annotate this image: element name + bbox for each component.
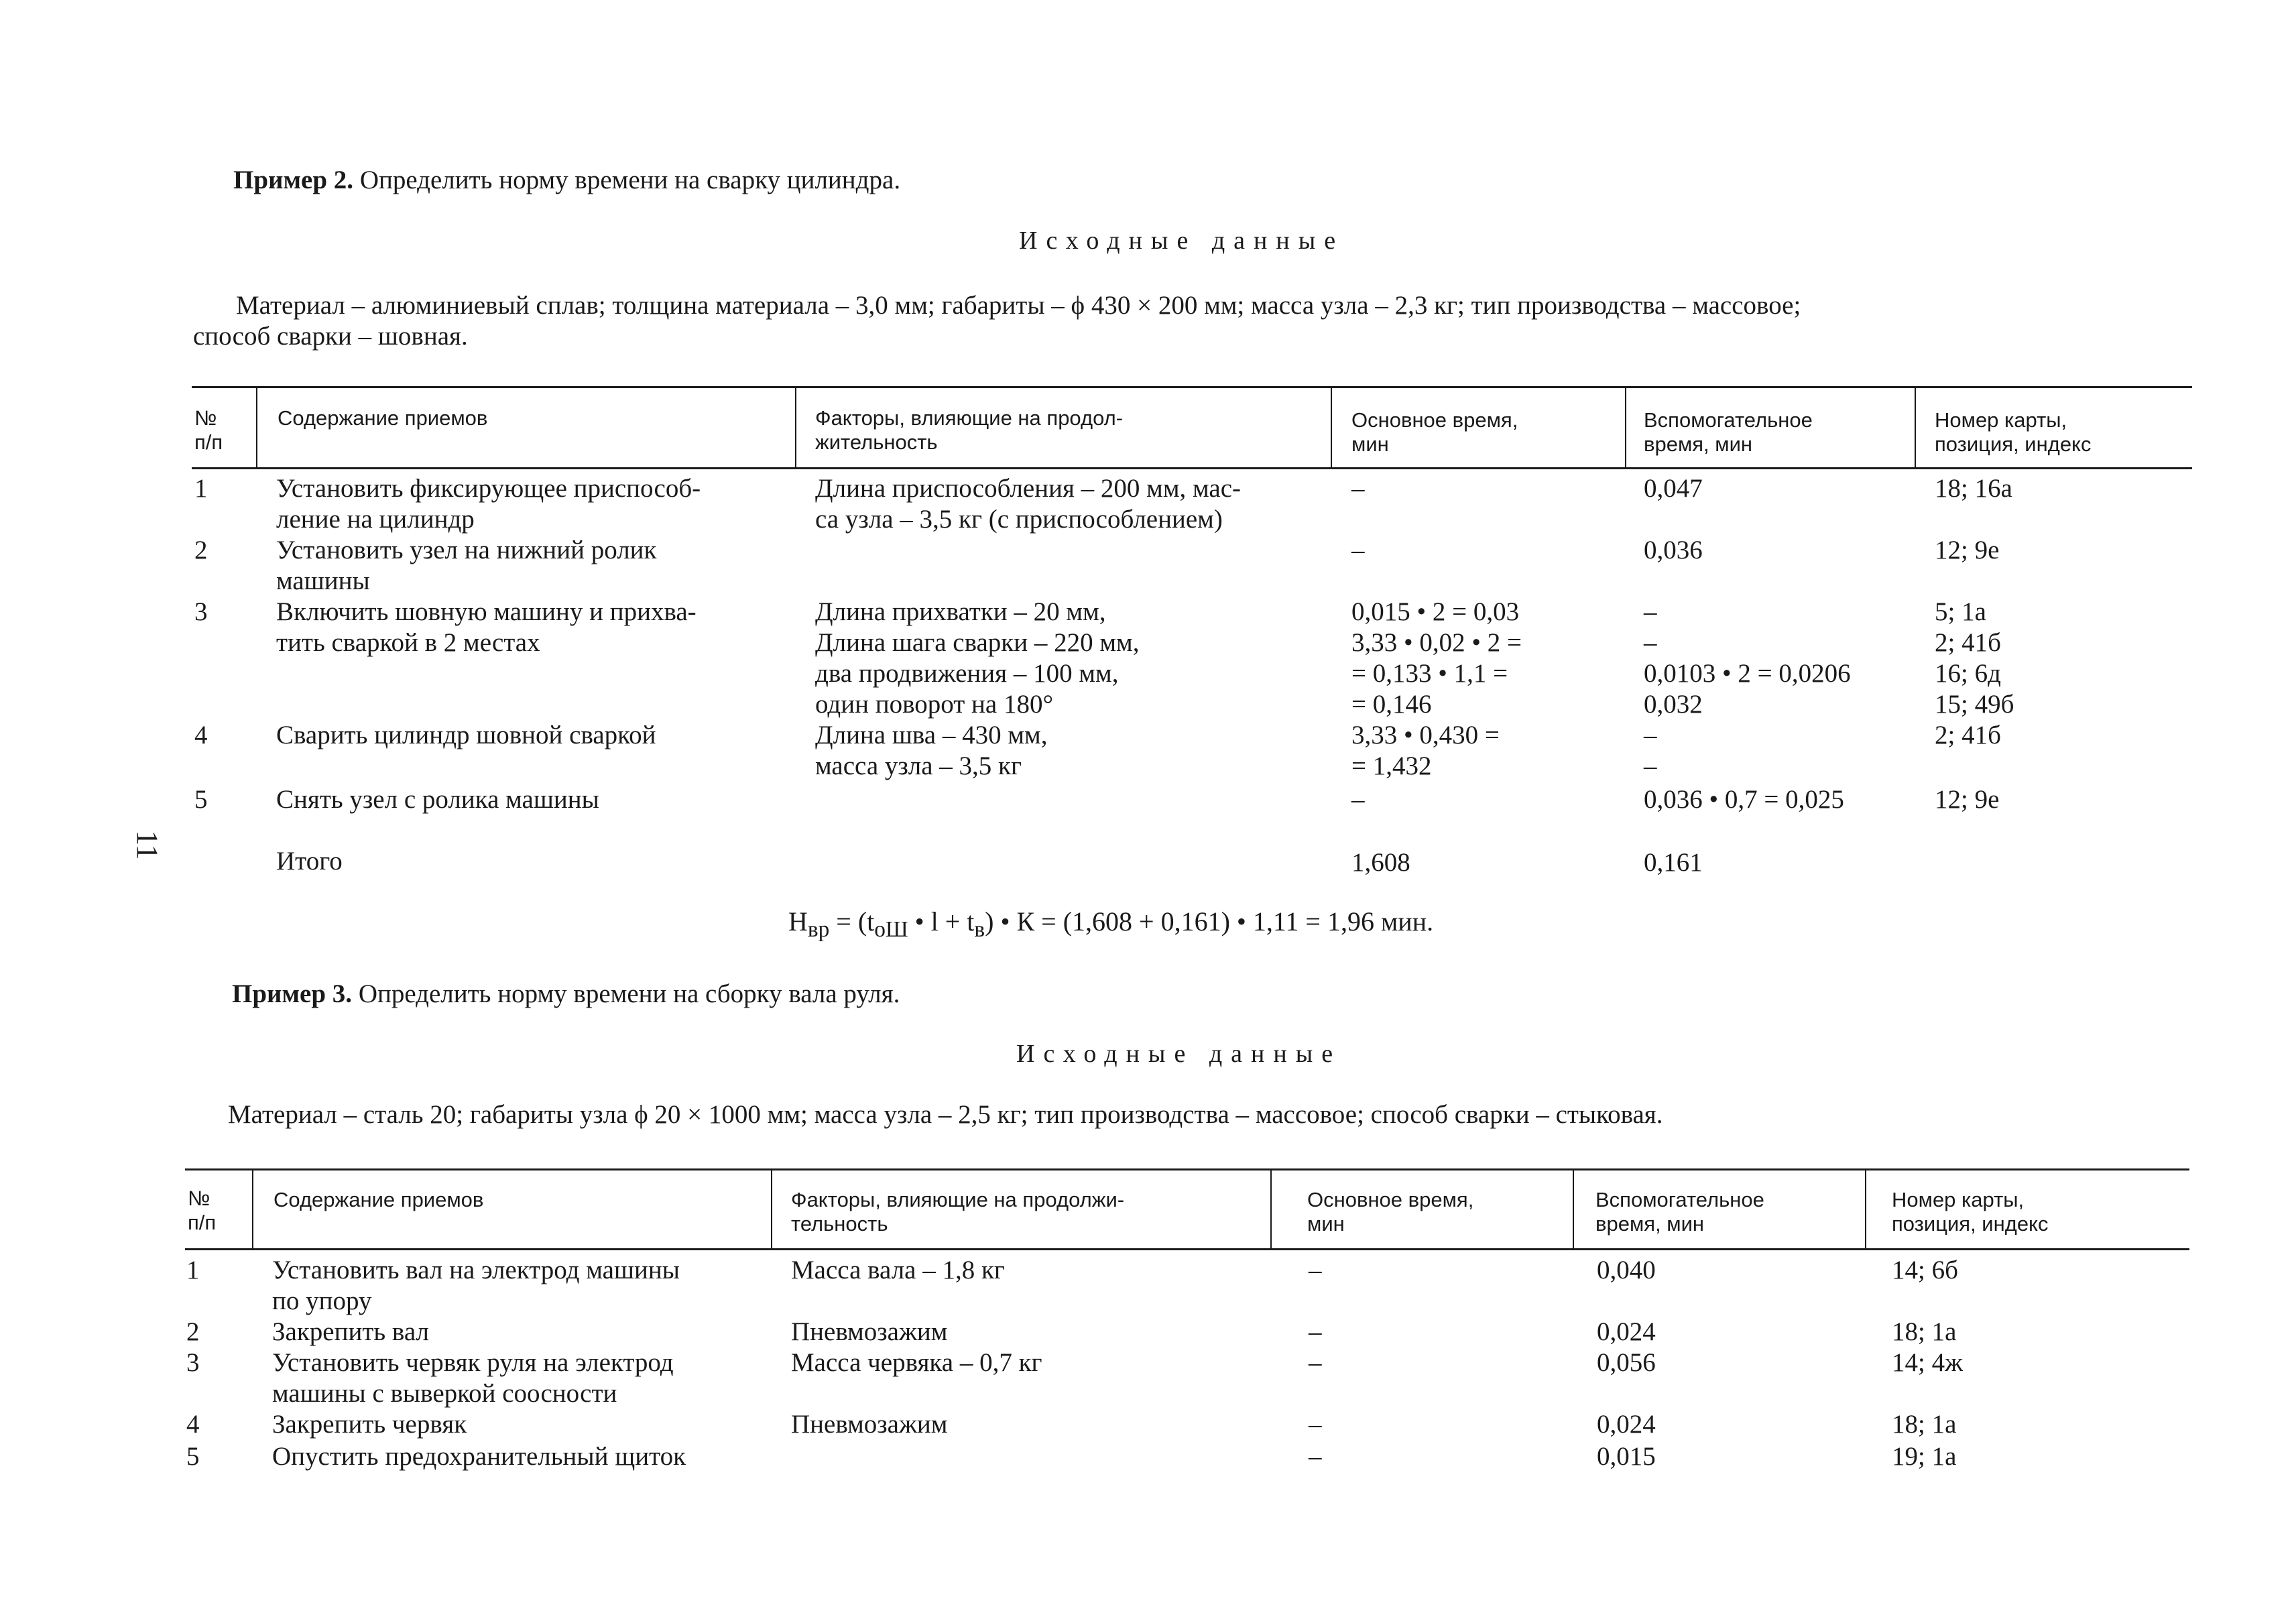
row-main: – — [1351, 785, 1365, 814]
row-main: – — [1309, 1442, 1322, 1471]
row-aux: 0,040 — [1597, 1256, 1656, 1284]
header-num-line1: № — [194, 406, 217, 430]
page-number: 11 — [130, 830, 165, 860]
row-factors-line: Длина шага сварки – 220 мм, — [815, 628, 1140, 657]
example3-header-content: Содержание приемов — [274, 1188, 484, 1211]
header-factors-line2: тельность — [791, 1212, 888, 1236]
example2-table-header-rule — [192, 467, 2192, 469]
formula-part: ) • К = (1,608 + 0,161) • 1,11 = 1,96 мин. — [985, 906, 1434, 937]
row-aux-line: 0,0103 • 2 = 0,0206 — [1644, 659, 1851, 688]
header-main-line2: мин — [1307, 1212, 1345, 1236]
row-card-line: 5; 1а — [1935, 597, 1986, 626]
row-aux: 0,024 — [1597, 1410, 1656, 1439]
row-main-line: 0,015 • 2 = 0,03 — [1351, 597, 1520, 626]
formula-part: в — [974, 917, 985, 942]
row-num: 4 — [186, 1410, 200, 1439]
total-main: 1,608 — [1351, 848, 1410, 877]
example2-header-factors — [815, 406, 1123, 455]
formula-part: вр — [807, 917, 830, 942]
row-factors-line: Длина приспособления – 200 мм, мас- — [815, 474, 1242, 503]
row-factors-line: два продвижения – 100 мм, — [815, 659, 1119, 688]
row-card-line: 2; 41б — [1935, 628, 2001, 657]
row-content-line: ление на цилиндр — [276, 505, 475, 534]
formula-part: = (t — [829, 906, 875, 937]
row-main-line: 3,33 • 0,430 = — [1351, 721, 1500, 749]
row-card — [1935, 597, 2014, 720]
row-aux-line: – — [1644, 721, 1657, 749]
row-content-line: машины с выверкой соосности — [272, 1379, 617, 1408]
total-label: Итого — [276, 847, 343, 876]
row-content-line: Установить узел на нижний ролик — [276, 536, 657, 564]
example2-title-text: Определить норму времени на сварку цилиндра. — [359, 166, 901, 194]
row-num: 5 — [186, 1442, 200, 1471]
total-aux: 0,161 — [1644, 848, 1703, 877]
row-factors: Пневмозажим — [791, 1317, 948, 1346]
row-aux-line: 0,032 — [1644, 690, 1703, 719]
example3-title-label: Пример 3. — [232, 979, 353, 1008]
row-card: 14; 6б — [1892, 1256, 1958, 1284]
row-main: – — [1309, 1256, 1322, 1284]
example2-col-divider — [1625, 387, 1626, 468]
row-main: – — [1351, 536, 1365, 564]
row-aux: 0,047 — [1644, 474, 1703, 503]
row-factors — [815, 597, 1139, 720]
row-content: Закрепить червяк — [272, 1410, 467, 1439]
row-aux: 0,056 — [1597, 1348, 1656, 1377]
row-content — [276, 535, 656, 597]
row-content-line: Включить шовную машину и прихва- — [276, 597, 697, 626]
row-aux: 0,015 — [1597, 1442, 1656, 1471]
row-num: 5 — [194, 785, 208, 814]
row-card: 12; 9е — [1935, 536, 2000, 564]
example2-header-num — [194, 406, 223, 455]
row-num: 1 — [194, 474, 208, 503]
example2-header-main-time — [1351, 408, 1518, 457]
header-aux-line1: Вспомогательное — [1644, 408, 1813, 432]
example2-title-label: Пример 2. — [233, 166, 354, 194]
row-main-line: 3,33 • 0,02 • 2 = — [1351, 628, 1522, 657]
header-num-line2: п/п — [194, 430, 223, 454]
row-card-line: 16; 6д — [1935, 659, 2001, 688]
row-content — [276, 473, 701, 535]
row-aux: 0,036 — [1644, 536, 1703, 564]
example2-col-divider — [1331, 387, 1332, 468]
header-aux-line2: время, мин — [1644, 432, 1753, 456]
example2-header-aux-time — [1644, 408, 1813, 457]
example3-source-heading: Исходные данные — [1016, 1040, 1342, 1068]
row-num: 1 — [186, 1256, 200, 1284]
example2-header-content: Содержание приемов — [278, 406, 488, 430]
header-card-line2: позиция, индекс — [1892, 1212, 2049, 1236]
row-aux: 0,024 — [1597, 1317, 1656, 1346]
formula-part: • l + t — [908, 906, 975, 937]
row-aux-line: – — [1644, 752, 1657, 780]
example3-title — [232, 979, 900, 1010]
row-factors — [815, 720, 1047, 782]
example2-header-card — [1935, 408, 2091, 457]
row-content: Снять узел с ролика машины — [276, 785, 599, 814]
example2-table-top-rule — [192, 386, 2192, 388]
header-main-line1: Основное время, — [1351, 408, 1518, 432]
example3-source-line1: Материал – сталь 20; габариты узла ϕ 20 × 1000 мм; масса узла – 2,5 кг; тип производства – массовое; способ сварки – стыковая. — [228, 1100, 1663, 1129]
row-factors-line: са узла – 3,5 кг (с приспособлением) — [815, 505, 1223, 534]
row-num: 2 — [194, 536, 208, 564]
row-main: – — [1351, 474, 1365, 503]
row-aux-line: – — [1644, 597, 1657, 626]
example2-col-divider — [1915, 387, 1916, 468]
row-aux — [1644, 720, 1657, 782]
row-factors — [815, 473, 1241, 535]
row-card: 18; 1а — [1892, 1317, 1957, 1346]
row-num: 2 — [186, 1317, 200, 1346]
row-main: – — [1309, 1410, 1322, 1439]
formula-part: оШ — [874, 917, 908, 942]
row-content: Сварить цилиндр шовной сваркой — [276, 721, 656, 749]
row-card: 2; 41б — [1935, 721, 2001, 749]
row-factors-line: Длина шва – 430 мм, — [815, 721, 1048, 749]
header-main-line2: мин — [1351, 432, 1389, 456]
row-content-line: Установить фиксирующее приспособ- — [276, 474, 701, 503]
row-content-line: Установить вал на электрод машины — [272, 1256, 680, 1284]
row-aux: 0,036 • 0,7 = 0,025 — [1644, 785, 1844, 814]
row-card-line: 15; 49б — [1935, 690, 2014, 719]
example2-col-divider — [256, 387, 257, 468]
row-main: – — [1309, 1317, 1322, 1346]
example2-source-line2: способ сварки – шовная. — [193, 322, 468, 351]
header-factors-line1: Факторы, влияющие на продол- — [815, 406, 1124, 430]
row-num: 4 — [194, 721, 208, 749]
row-factors: Пневмозажим — [791, 1410, 948, 1439]
row-aux-line: – — [1644, 628, 1657, 657]
row-content: Опустить предохранительный щиток — [272, 1442, 686, 1471]
header-main-line1: Основное время, — [1307, 1188, 1474, 1211]
row-content: Закрепить вал — [272, 1317, 429, 1346]
header-factors-line2: жительность — [815, 430, 938, 454]
row-factors-line: масса узла – 3,5 кг — [815, 752, 1022, 780]
time-norm-formula — [788, 906, 1433, 945]
row-factors-line: один поворот на 180° — [815, 690, 1054, 719]
row-main: – — [1309, 1348, 1322, 1377]
row-main — [1351, 720, 1500, 782]
header-card-line1: Номер карты, — [1935, 408, 2067, 432]
row-factors-line: Длина прихватки – 20 мм, — [815, 597, 1106, 626]
example3-title-text: Определить норму времени на сборку вала руля. — [358, 979, 900, 1008]
header-card-line1: Номер карты, — [1892, 1188, 2025, 1211]
header-aux-line1: Вспомогательное — [1595, 1188, 1764, 1211]
example2-source-heading: Исходные данные — [1019, 227, 1345, 255]
row-num: 3 — [194, 597, 208, 626]
row-card: 18; 1а — [1892, 1410, 1957, 1439]
row-content-line: по упору — [272, 1286, 372, 1315]
row-main-line: = 1,432 — [1351, 752, 1432, 780]
row-card: 18; 16а — [1935, 474, 2012, 503]
row-content — [276, 597, 697, 658]
header-factors-line1: Факторы, влияющие на продолжи- — [791, 1188, 1125, 1211]
row-card: 12; 9е — [1935, 785, 2000, 814]
formula-part: Н — [788, 906, 808, 937]
row-content-line: тить сваркой в 2 местах — [276, 628, 540, 657]
example2-col-divider — [795, 387, 796, 468]
row-card: 14; 4ж — [1892, 1348, 1963, 1377]
row-main — [1351, 597, 1522, 720]
header-card-line2: позиция, индекс — [1935, 432, 2092, 456]
example2-source-line1: Материал – алюминиевый сплав; толщина материала – 3,0 мм; габариты – ϕ 430 × 200 мм; масса узла – 2,3 кг; тип производства – массовое; — [236, 291, 1801, 320]
row-content-line: Установить червяк руля на электрод — [272, 1348, 674, 1377]
header-num-line1: № — [188, 1187, 210, 1210]
header-aux-line2: время, мин — [1595, 1212, 1705, 1236]
row-card: 19; 1а — [1892, 1442, 1957, 1471]
row-content-line: машины — [276, 566, 370, 595]
row-factors: Масса вала – 1,8 кг — [791, 1256, 1005, 1284]
row-main-line: = 0,133 • 1,1 = — [1351, 659, 1508, 688]
row-main-line: = 0,146 — [1351, 690, 1432, 719]
row-aux — [1644, 597, 1851, 720]
row-num: 3 — [186, 1348, 200, 1377]
header-num-line2: п/п — [188, 1211, 217, 1234]
row-factors: Масса червяка – 0,7 кг — [791, 1348, 1042, 1377]
